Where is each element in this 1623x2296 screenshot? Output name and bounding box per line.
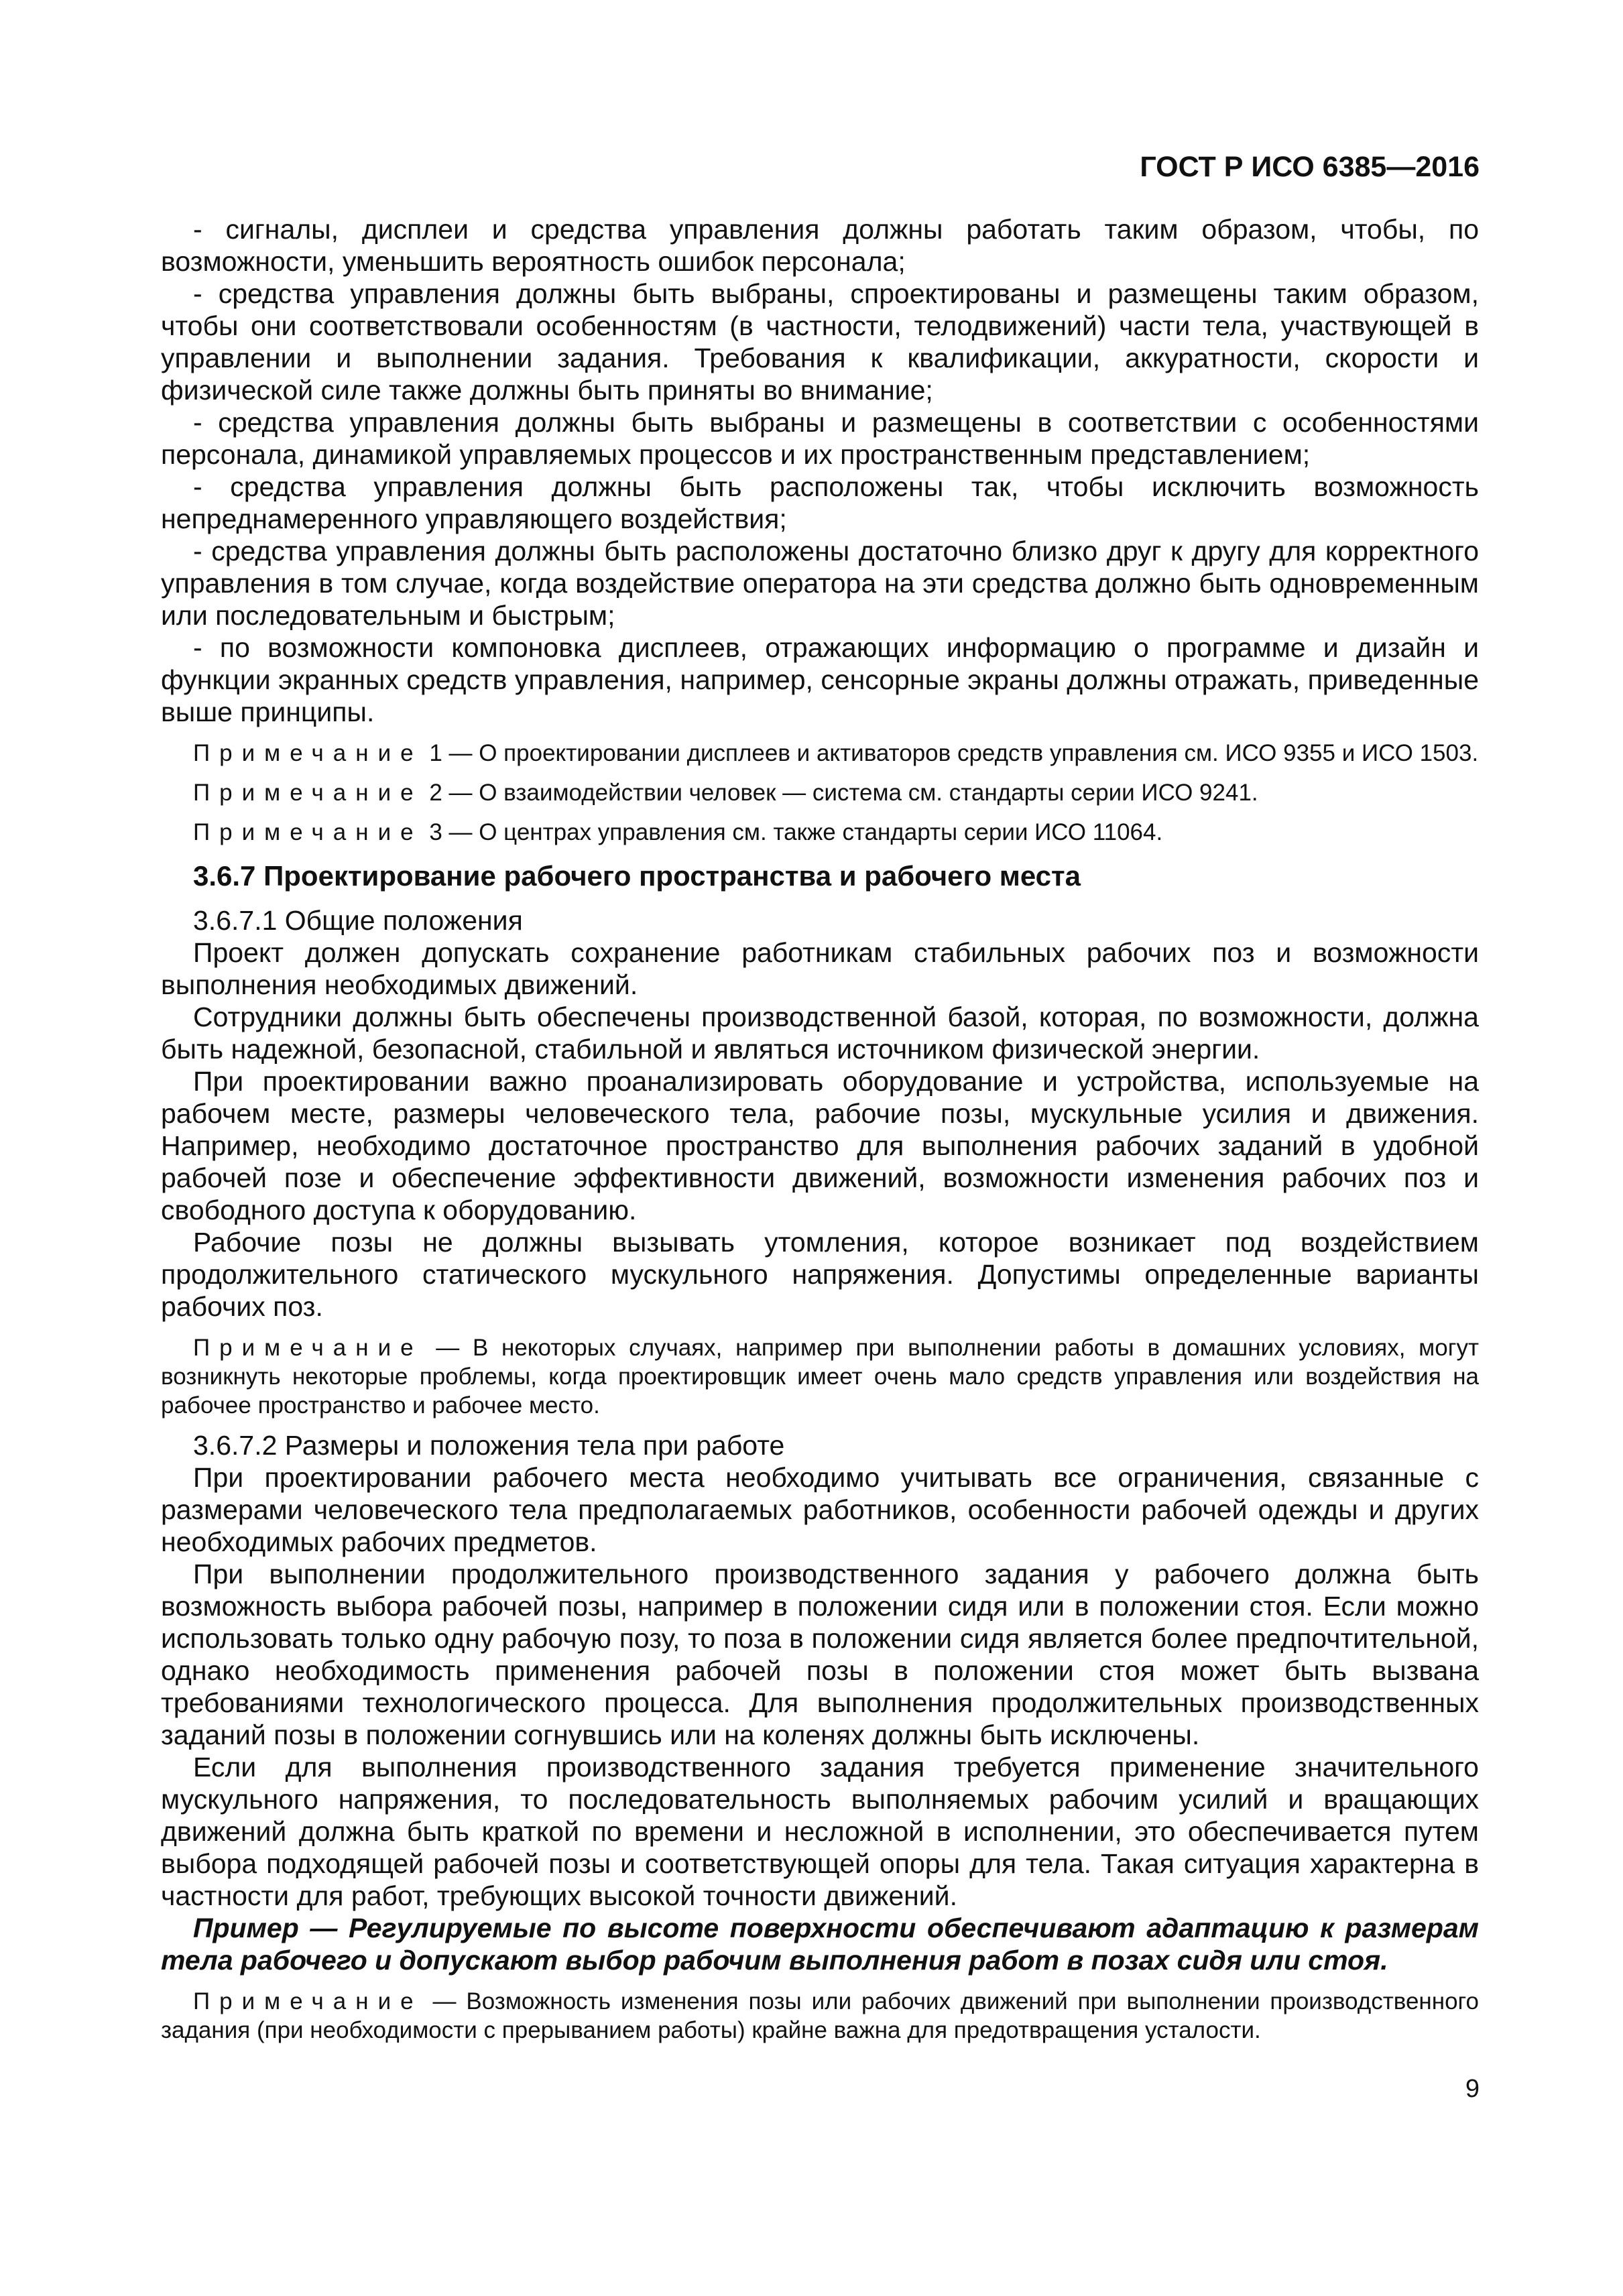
document-header-id: ГОСТ Р ИСО 6385—2016 [1140, 151, 1480, 183]
bullet-item: - сигналы, дисплеи и средства управления должны работать таким образом, чтобы, по возможности, уменьшить вероятность ошибок персонала; [161, 214, 1479, 277]
note-1 [161, 739, 1479, 768]
paragraph: При проектировании важно проанализировать оборудование и устройства, используемые на рабочем месте, размеры человеческого тела, рабочие позы, мускульные усилия и движения. Например, необходимо достаточное пространство для выполнения рабочих заданий в удобной рабочей позе и обеспечение эффективности движений, возможности изменения рабочих поз и свободного доступа к оборудованию. [161, 1066, 1479, 1225]
note-label: Примечание [193, 740, 423, 766]
bullet-item: - средства управления должны быть расположены достаточно близко друг к другу для корректного управления в том случае, когда воздействие оператора на эти средства должно быть одновременным или последовательным и быстрым; [161, 536, 1479, 631]
note-text: 3 — О центрах управления см. также стандарты серии ИСО 11064. [422, 819, 1163, 845]
note-text: 2 — О взаимодействии человек — система см. стандарты серии ИСО 9241. [422, 780, 1258, 806]
paragraph: Рабочие позы не должны вызывать утомления, которое возникает под воздействием продолжительного статического мускульного напряжения. Допустимы определенные варианты рабочих поз. [161, 1227, 1479, 1322]
example: Пример — Регулируемые по высоте поверхности обеспечивают адаптацию к размерам тела рабочего и допускают выбор рабочим выполнения работ в позах сидя или стоя. [161, 1913, 1479, 1976]
subsection-heading: 3.6.7.1 Общие положения [193, 905, 523, 936]
paragraph: Если для выполнения производственного задания требуется применение значительного мускульного напряжения, то последовательность выполняемых рабочим усилий и вращающих движений должна быть краткой по времени и несложной в исполнении, это обеспечивается путем выбора подходящей рабочей позы и соответствующей опоры для тела. Такая ситуация характерна в частности для работ, требующих высокой точности движений. [161, 1752, 1479, 1911]
page-number: 9 [1465, 2075, 1480, 2103]
paragraph: При выполнении продолжительного производственного задания у рабочего должна быть возможность выбора рабочей позы, например в положении сидя или в положении стоя. Если можно использовать только одну рабочую позу, то поза в положении сидя является более предпочтительной, однако необходимость применения рабочей позы в положении стоя может быть вызвана требованиями технологического процесса. Для выполнения продолжительных производственных заданий позы в положении согнувшись или на коленях должны быть исключены. [161, 1559, 1479, 1750]
note-3 [161, 818, 1479, 847]
note [161, 1333, 1479, 1420]
note-label: Примечание [193, 780, 423, 806]
note-label: Примечание [193, 1988, 423, 2014]
paragraph: Проект должен допускать сохранение работникам стабильных рабочих поз и возможности выполнения необходимых движений. [161, 937, 1479, 1000]
bullet-item: - по возможности компоновка дисплеев, отражающих информацию о программе и дизайн и функции экранных средств управления, например, сенсорные экраны должны отражать, приведенные выше принципы. [161, 632, 1479, 727]
note-label: Примечание [193, 819, 423, 845]
section-heading: 3.6.7 Проектирование рабочего пространства и рабочего места [193, 860, 1081, 892]
note [161, 1987, 1479, 2045]
bullet-item: - средства управления должны быть выбраны и размещены в соответствии с особенностями персонала, динамикой управляемых процессов и их пространственным представлением; [161, 407, 1479, 470]
note-text: — В некоторых случаях, например при выполнении работы в домашних условиях, могут возникнуть некоторые проблемы, когда проектировщик имеет очень мало средств управления или воздействия на рабочее пространство и рабочее место. [161, 1335, 1479, 1418]
document-body [161, 213, 1479, 2054]
paragraph: Сотрудники должны быть обеспечены производственной базой, которая, по возможности, должна быть надежной, безопасной, стабильной и являться источником физической энергии. [161, 1002, 1479, 1065]
note-text: — Возможность изменения позы или рабочих движений при выполнении производственного задания (при необходимости с прерыванием работы) крайне важна для предотвращения усталости. [161, 1988, 1479, 2043]
note-text: 1 — О проектировании дисплеев и активаторов средств управления см. ИСО 9355 и ИСО 1503. [422, 740, 1479, 766]
subsection-heading: 3.6.7.2 Размеры и положения тела при работе [193, 1430, 785, 1461]
note-label: Примечание [193, 1335, 423, 1361]
bullet-item: - средства управления должны быть выбраны, спроектированы и размещены таким образом, чтобы они соответствовали особенностям (в частности, телодвижений) части тела, участвующей в управлении и выполнении задания. Требования к квалификации, аккуратности, скорости и физической силе также должны быть приняты во внимание; [161, 278, 1479, 406]
bullet-item: - средства управления должны быть расположены так, чтобы исключить возможность непреднамеренного управляющего воздействия; [161, 471, 1479, 534]
note-2 [161, 778, 1479, 807]
paragraph: При проектировании рабочего места необходимо учитывать все ограничения, связанные с размерами человеческого тела предполагаемых работников, особенности рабочей одежды и других необходимых рабочих предметов. [161, 1462, 1479, 1557]
